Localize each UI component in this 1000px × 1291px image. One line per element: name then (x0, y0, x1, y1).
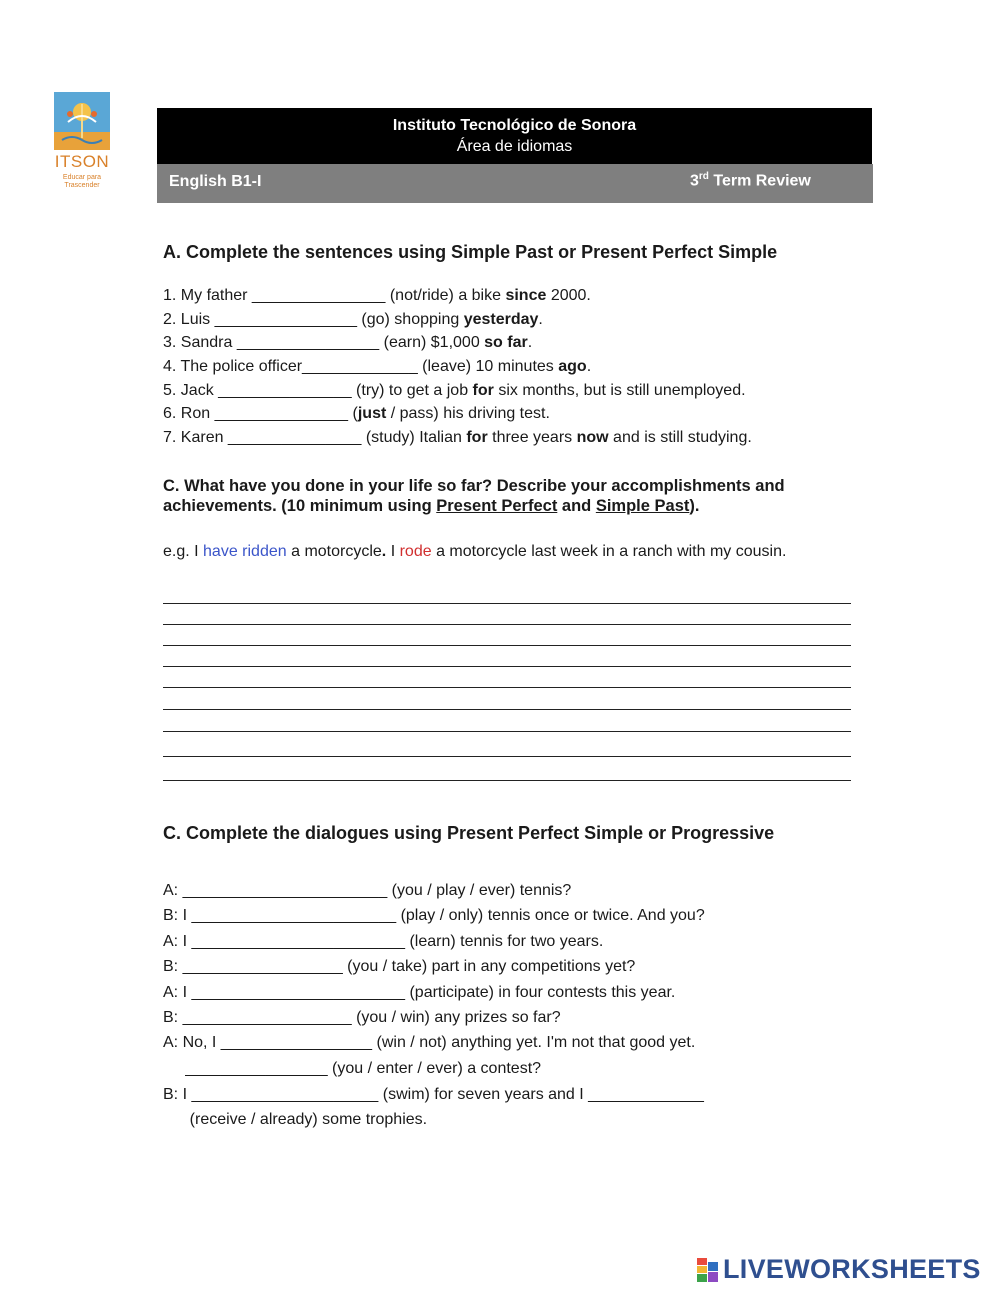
itson-logo (52, 92, 112, 202)
dialogue-line: A: I ________________________ (learn) tennis for two years. (163, 933, 604, 950)
section-c2-title: C. Complete the dialogues using Present Perfect Simple or Progressive (163, 823, 775, 843)
writing-line[interactable] (163, 709, 851, 710)
sentence-6: 6. Ron _______________ (just / pass) his driving test. (163, 405, 550, 422)
sentence-1: 1. My father _______________ (not/ride) a bike since 2000. (163, 287, 591, 304)
dialogue-line: A: I ________________________ (participate) in four contests this year. (163, 984, 676, 1001)
liveworksheets-wordmark: LIVEWORKSHEETS (723, 1254, 981, 1284)
sentence-4: 4. The police officer_____________ (leave) 10 minutes ago. (163, 358, 592, 375)
section-a-title: A. Complete the sentences using Simple Past or Present Perfect Simple (163, 242, 778, 262)
present-perfect-label: Present Perfect (436, 497, 558, 515)
writing-line[interactable] (163, 645, 851, 646)
term-label: Term Review (708, 172, 811, 190)
dialogue-line: ________________ (you / enter / ever) a contest? (163, 1060, 542, 1077)
header-course-bar (157, 164, 873, 203)
writing-line[interactable] (163, 731, 851, 732)
term-review (690, 171, 811, 190)
section-c1-title-line1: C. What have you done in your life so far? Describe your accomplishments and (163, 477, 785, 495)
writing-line[interactable] (163, 624, 851, 625)
dialogue-line: B: I _____________________ (swim) for seven years and I _____________ (163, 1086, 704, 1103)
sentence-7: 7. Karen _______________ (study) Italian for three years now and is still studying. (163, 429, 752, 446)
example-present-perfect: have ridden (203, 543, 287, 560)
logo-name: ITSON (54, 152, 110, 171)
logo-tagline-2: Trascender (64, 182, 100, 189)
dialogue-line: (receive / already) some trophies. (163, 1111, 428, 1128)
logo-tagline-1: Educar para (62, 174, 102, 181)
liveworksheets-blocks-icon (697, 1258, 719, 1282)
header-title-bar (157, 108, 872, 164)
itson-emblem-icon (54, 92, 110, 150)
writing-line[interactable] (163, 756, 851, 757)
dialogue-line: A: _______________________ (you / play / ever) tennis? (163, 882, 572, 899)
sentence-2: 2. Luis ________________ (go) shopping yesterday. (163, 311, 543, 328)
section-c1-title-line2: achievements. (10 minimum using Present Perfect and Simple Past). (163, 497, 700, 515)
term-superscript: rd (698, 171, 709, 182)
example-sentence: e.g. I have ridden a motorcycle. I rode a motorcycle last week in a ranch with my cousin. (163, 543, 787, 560)
dialogue-line: A: No, I _________________ (win / not) anything yet. I'm not that good yet. (163, 1034, 696, 1051)
writing-line[interactable] (163, 687, 851, 688)
example-simple-past: rode (399, 543, 432, 560)
writing-line[interactable] (163, 780, 851, 781)
sentence-5: 5. Jack _______________ (try) to get a job for six months, but is still unemployed. (163, 382, 746, 399)
writing-line[interactable] (163, 603, 851, 604)
simple-past-label: Simple Past (595, 497, 690, 515)
sentence-3: 3. Sandra ________________ (earn) $1,000 so far. (163, 334, 533, 351)
term-number: 3 (690, 172, 699, 190)
dialogue-line: B: ___________________ (you / win) any prizes so far? (163, 1009, 561, 1026)
institution-name: Instituto Tecnológico de Sonora (392, 117, 637, 134)
dialogue-line: B: __________________ (you / take) part in any competitions yet? (163, 958, 636, 975)
course-name: English B1-I (169, 173, 262, 190)
area-name: Área de idiomas (456, 138, 573, 155)
dialogue-line: B: I _______________________ (play / only) tennis once or twice. And you? (163, 907, 705, 924)
writing-line[interactable] (163, 666, 851, 667)
